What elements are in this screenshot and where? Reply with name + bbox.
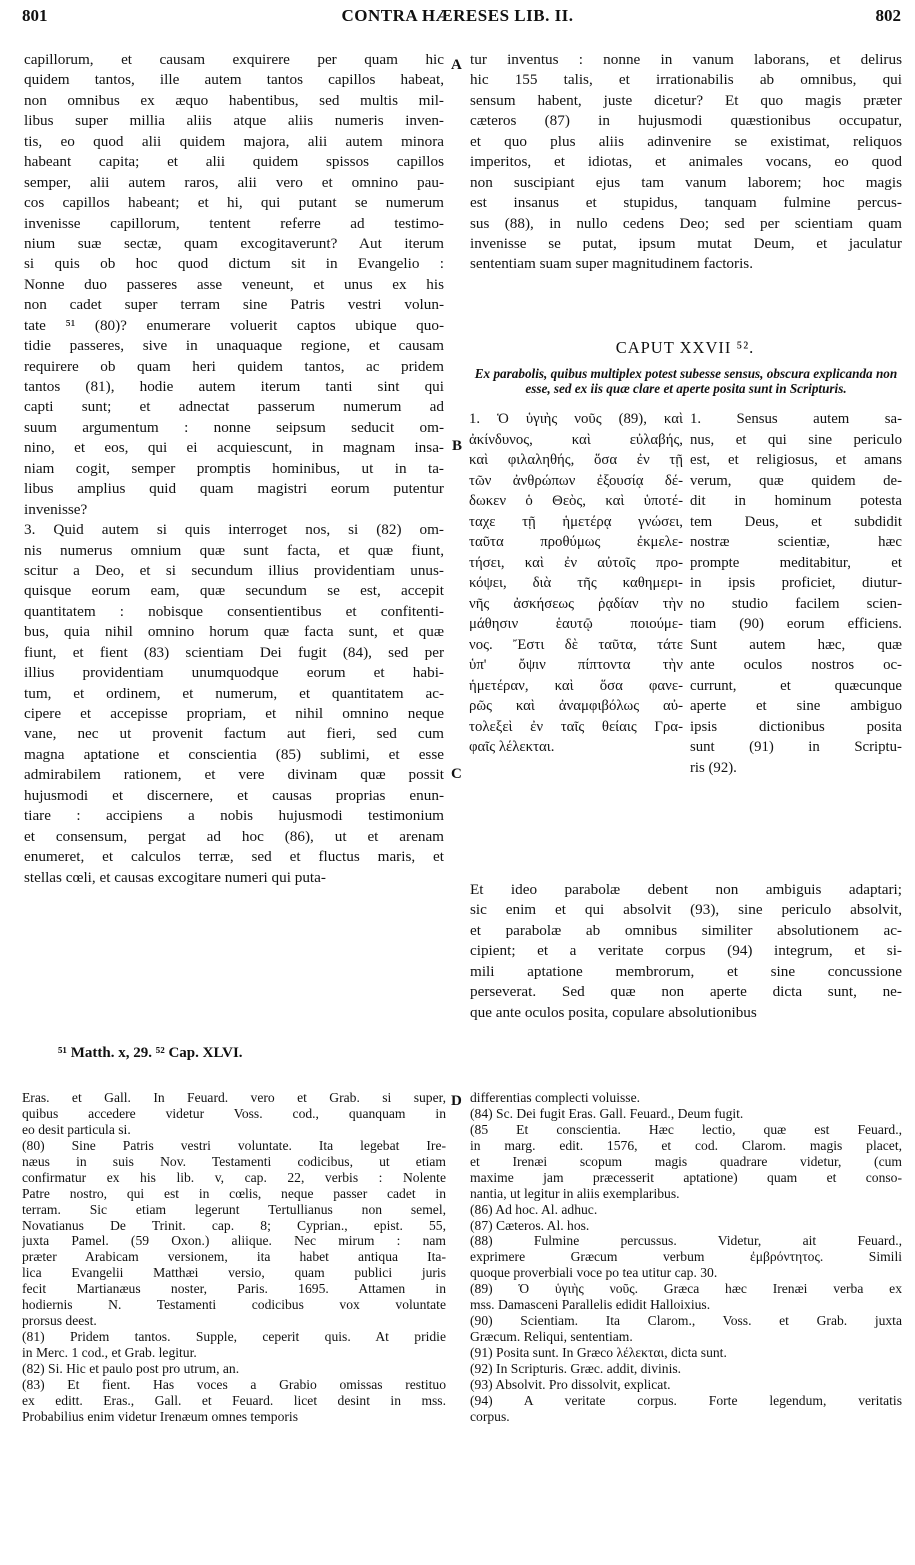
text-line: magna aptatione et conscientia (85) sublimi, et esse [24,745,444,763]
footnote-line: (85 Et conscientia. Hæc lectio, quæ est Feuard., [470,1121,902,1137]
greek-line: 1. Ὁ ὑγιὴς νοῦς (89), καὶ [469,411,683,427]
text-line: invenisse? [24,500,88,518]
footnote-line: et Irenæi scopum magis quadrare videtur, (cum [470,1153,902,1169]
text-line: non cadet super terram sine Patris vestri volun- [24,296,444,314]
greek-line: νῆς ἀσκήσεως ῥᾳδίαν τὴν [469,595,683,612]
footnote-line: Græcum. Reliqui, sententiam. [470,1329,633,1345]
footnote-line: quibus accedere videtur Voss. cod., quanquam in [22,1105,446,1121]
margin-letter-b: B [452,438,463,454]
text-line: tis, eo quod alii quidem majora, alii autem minora [24,132,444,150]
text-line: stellas cœli, et causas excogitare numeri qui puta- [24,868,326,886]
running-title: CONTRA HÆRESES LIB. II. [341,6,574,25]
latin-line: est, et religiosus, et amans [690,452,902,468]
latin-line: 1. Sensus autem sa- [690,411,902,427]
text-line: et parabolæ ab omnibus similiter absolutionem ac- [470,921,902,939]
latin-line: dit in hominum potesta [690,493,902,509]
text-line: non omnibus ex æquo habentibus, sed multis mil- [24,91,444,109]
text-line: invenisse se putat, ipsum mutat Deum, et jaculatur [470,234,902,252]
footnote-line: Patre nostro, qui est in cœlis, neque passer cadet in [22,1185,446,1201]
footnote-line: (91) Posita sunt. In Græco λέλεκται, dicta sunt. [470,1345,727,1360]
text-line: imperitos, et idiotas, et animales vocans, eo quod [470,153,902,171]
footnote-line: (86) Ad hoc. Al. adhuc. [470,1201,598,1217]
latin-line: nus, et qui sine periculo [690,431,902,448]
footnote-line: mss. Damasceni Parallelis edidit Halloixius. [470,1297,711,1313]
text-line: capillorum, et causam exquirere per quam hic [24,51,444,68]
greek-line: ρῶς καὶ ἀναμφιβόλως αὐ- [469,698,683,714]
footnote-line: Probabilius enim videtur Irenæum omnes temporis [22,1408,298,1424]
text-line: tantos (81), hodie autem iterum tanti sint qui [24,378,444,395]
text-line: semper, alii autem raros, alii vero et omnino pau- [24,173,444,191]
footnote-line: juxta Pamel. (59 Oxon.) aliique. Nec mirum : nam [22,1233,446,1249]
latin-line: sunt (91) in Scriptu- [690,739,902,755]
greek-line: φαῖς λέλεκται. [469,739,555,755]
greek-column [469,409,683,758]
chapter-title: CAPUT XXVII ⁵². [615,338,755,357]
latin-line: aperte et sine ambiguo [690,698,902,714]
text-line: Nonne duo passeres asse veneunt, et unus ex his [24,275,444,293]
greek-line: ἡμετέραν, καὶ ὅσα φανε- [469,677,683,694]
margin-letter-a: A [451,57,462,73]
text-line: tate ⁵¹ (80)? enumerare voluerit captos ubique quo- [24,316,444,334]
footnote-line: (88) Fulmine percussus. Videtur, ait Feuard., [470,1233,902,1249]
latin-line: ante oculos nostros oc- [690,657,902,673]
text-line: quisque eorum eam, quæ secundum se est, accepit [24,582,444,600]
latin-line: tem Deus, et subdidit [690,513,902,530]
footnote-line: quoque proverbiali voce po tea utitur cap. 30. [470,1265,718,1281]
footnotes-left [22,1090,446,1425]
right-column-text-top [470,50,902,275]
greek-line: ταχε τῇ ἡμετέρᾳ γνώσει, [469,513,683,530]
text-line: quidem tantos, ille autem tantos capillos habeat, [24,71,444,89]
footnote-line: (82) Si. Hic et paulo post pro utrum, an. [22,1360,240,1376]
footnote-line: (80) Sine Patris vestri voluntate. Ita legebat Ire- [22,1137,446,1153]
footnote-line: corpus. [470,1408,510,1424]
text-line: 3. Quid autem si quis interroget nos, si (82) om- [24,521,444,539]
greek-line: δωκεν ὁ Θεὸς, καὶ ὑποτέ- [469,493,683,509]
text-line: est insanus et stupidus, tanquam fulmine percus- [470,194,902,212]
text-line: tum, et ordinem, et numerum, et quantitatem ac- [24,684,444,702]
footnote-line: confirmatur ex his lib. v, cap. 22, verbis : Nolente [22,1169,446,1185]
text-line: hujusmodi et discernere, et causas proprias enun- [24,786,444,804]
footnote-line: differentias complecti voluisse. [470,1090,641,1105]
text-line: habeant capita; et alii quidem spissos capillos [24,153,444,171]
footnote-line: (83) Et fient. Has voces a Grabio omissas restituo [22,1376,446,1392]
footnote-line: maxime jam præcesserit aptatione) quam et conso- [470,1169,902,1185]
greek-line: ὑπ' ὄψιν πίπτοντα τὴν [469,657,683,673]
latin-line: ipsis dictionibus posita [690,718,902,735]
text-line: requirere ob quam heri quidem tantos, ac pridem [24,357,444,375]
footnote-line: (87) Cæteros. Al. hos. [470,1217,590,1233]
greek-line: τῶν ἀνθρώπων ἐξουσίᾳ δέ- [469,472,683,489]
footnote-line: næus in suis Nov. Testamenti codicibus, ut etiam [22,1153,446,1169]
text-line: quantitatem : nobisque consentientibus et confitenti- [24,602,444,620]
text-line: vane, nec ut provenit factum aut fieri, sed cum [24,725,444,743]
latin-line: prompte meditabitur, et [690,554,902,571]
latin-line: no studio facilem scien- [690,595,902,612]
footnote-line: nantia, ut legitur in aliis exemplaribus. [470,1185,680,1201]
footnote-line: (84) Sc. Dei fugit Eras. Gall. Feuard., Deum fugit. [470,1105,744,1121]
text-line: non suscipiant ejus tam vanum laborem; hoc magis [470,173,902,191]
greek-line: μάθησιν ἑαυτῷ ποιούμε- [469,616,683,632]
footnote-line: fecit Martianæus noster, Paris. 1695. Attamen in [22,1281,446,1297]
text-line: tur inventus : nonne in vanum laborans, et delirus [470,51,902,68]
right-column-text-bottom [470,880,902,1023]
latin-line: nostræ scientiæ, hæc [690,534,902,550]
text-line: sententiam suam super magnitudinem factoris. [470,255,754,273]
margin-letter-d: D [451,1093,462,1109]
page-number-left: 801 [22,6,48,25]
text-line: libus amplius quid quam magistri eorum putentur [24,480,444,498]
text-line: si quis ob hoc quod dictum sit in Evangelio : [24,255,444,273]
greek-line: ταῦτα προθύμως ἐκμελε- [469,534,683,550]
text-line: perseverat. Sed quæ non aperte dicta sunt, ne- [470,983,902,1001]
greek-line: κόψει, διὰ τῆς καθημερι- [469,575,683,591]
text-line: nis numerus omnium quæ sunt facta, et quæ fiunt, [24,541,444,559]
text-line: tidie passeres, sive in unaquaque regione, et causam [24,337,444,355]
text-line: fiunt, et fient (83) scientiam Dei fugit (84), sed per [24,643,444,661]
text-line: illius providentiam unumquodque eorum et habi- [24,664,444,682]
footnote-line: (81) Pridem tantos. Supple, ceperit quis. At pridie [22,1329,446,1345]
footnote-line: (92) In Scripturis. Græc. addit, divinis. [470,1360,682,1376]
text-line: scitur a Deo, et si secundum illius providentiam unus- [24,561,444,579]
greek-line: τολεξεὶ ἐν ταῖς θείαις Γρα- [469,718,683,735]
greek-line: ἀκίνδυνος, καὶ εὐλαβής, [469,431,683,448]
text-line: libus super millia aliis atque aliis numeris inven- [24,112,444,130]
footnote-line: in Merc. 1 cod., et Grab. legitur. [22,1345,197,1360]
latin-line: verum, quæ quidem de- [690,472,902,489]
footnote-line: lica Evangelii Matthæi versio, quam publici juris [22,1265,446,1281]
text-line: hic 155 talis, et irrationabilis ab omnibus, qui [470,71,902,89]
page-number-right: 802 [875,6,901,25]
footnote-line: ex editt. Eras., Gall. et Feuard. licet desint in mss. [22,1392,446,1408]
text-line: cipere et accepisse propriam, et nihil omnino neque [24,705,444,722]
footnote-line: hodiernis N. Testamenti codicibus vox voluntate [22,1297,446,1313]
text-line: sensum habent, juste dicetur? Et quo magis præter [470,91,902,109]
latin-line: in ipsis proficiet, diutur- [690,575,902,591]
text-line: cipient; et a veritate corpus (94) integrum, et si- [470,942,902,960]
footnote-line: Eras. et Gall. In Feuard. vero et Grab. si super, [22,1090,446,1105]
footnote-references: ⁵¹ Matth. x, 29. ⁵² Cap. XLVI. [58,1045,243,1061]
footnote-line: terram. Sic etiam legerunt Tertullianus non semel, [22,1201,446,1217]
latin-line: Sunt autem hæc, quæ [690,636,902,653]
text-line: admirabilem rationem, et vere divinam quæ possit [24,766,444,784]
footnote-line: (93) Absolvit. Pro dissolvit, explicat. [470,1376,671,1392]
text-line: et consensum, pergat ad hoc (86), ut et arenam [24,827,444,845]
text-line: cæteros (87) in hujusmodi quæstionibus occupatur, [470,112,902,130]
text-line: et quo plus aliis adinvenire se existimat, reliquos [470,132,902,150]
text-line: suum argumentum : nonne seipsum seducit om- [24,418,444,436]
latin-column [690,409,902,778]
margin-letter-c: C [451,766,462,782]
footnote-line: prorsus deest. [22,1313,97,1329]
latin-line: tiam (90) eorum efficiens. [690,616,902,632]
footnote-line: (94) A veritate corpus. Forte legendum, veritatis [470,1392,902,1408]
footnote-line: (90) Scientiam. Ita Clarom., Voss. et Grab. juxta [470,1313,902,1329]
left-column-text [24,50,444,888]
footnote-line: Novatianus De Trinit. cap. 8; Cyprian., epist. 55, [22,1217,446,1233]
text-line: sic enim et qui absolvit (93), sine periculo absolvit, [470,901,902,919]
greek-line: καὶ φιλαληθής, ὅσα ἐν τῇ [469,452,683,468]
latin-line: ris (92). [690,759,737,776]
greek-line: νος. Ἔστι δὲ ταῦτα, τάτε [469,636,683,653]
footnote-line: in marg. edit. 1576, et cod. Clarom. magis placet, [470,1137,902,1153]
text-line: Et ideo parabolæ debent non ambiguis adaptari; [470,881,902,898]
footnote-line: eo desit particula si. [22,1121,131,1137]
text-line: sus (88), in nullo cedens Deo; sed per scientiam quam [470,214,902,232]
text-line: que ante oculos posita, copulare absolutionibus [470,1003,757,1021]
greek-line: τήσει, καὶ ἐν αὐτοῖς προ- [469,554,683,571]
latin-line: currunt, et quæcunque [690,677,902,694]
footnote-line: præter Arabicam versionem, ita habet antiqua Ita- [22,1249,446,1265]
text-line: niam cogit, semper promptis hominibus, ut in ta- [24,459,444,477]
text-line: mili aptatione membrorum, et sine concussione [470,962,902,980]
text-line: invenisse capillorum, tentent referre ad testimo- [24,214,444,232]
text-line: capti sunt; et adnectat passerum numerum ad [24,398,444,416]
chapter-subtitle: Ex parabolis, quibus multiplex potest subesse sensus, obscura explicanda non esse, sed ex iis quæ clare et aperte posita sunt in Scripturis. [474,366,898,396]
text-line: tiare : accipiens a nobis hujusmodi testimonium [24,807,444,825]
text-line: bus, quia nihil omnino horum quæ facta sunt, et quæ [24,623,444,641]
footnotes-right [470,1090,902,1425]
text-line: cos capillos habeant; et hi, qui putant se numerum [24,194,444,212]
text-line: enumeret, et calculos terræ, sed et fluctus maris, et [24,848,444,866]
footnote-line: exprimere Græcum verbum ἐμβρόντητος. Simili [470,1249,902,1265]
footnote-line: (89) Ὁ ὑγιὴς νοῦς. Græca hæc Irenæi verba ex [470,1281,902,1297]
text-line: nino, et eos, qui ei acquiescunt, in magnam insa- [24,439,444,457]
text-line: nium suæ sectæ, quam excogitaverunt? Aut iterum [24,234,444,252]
